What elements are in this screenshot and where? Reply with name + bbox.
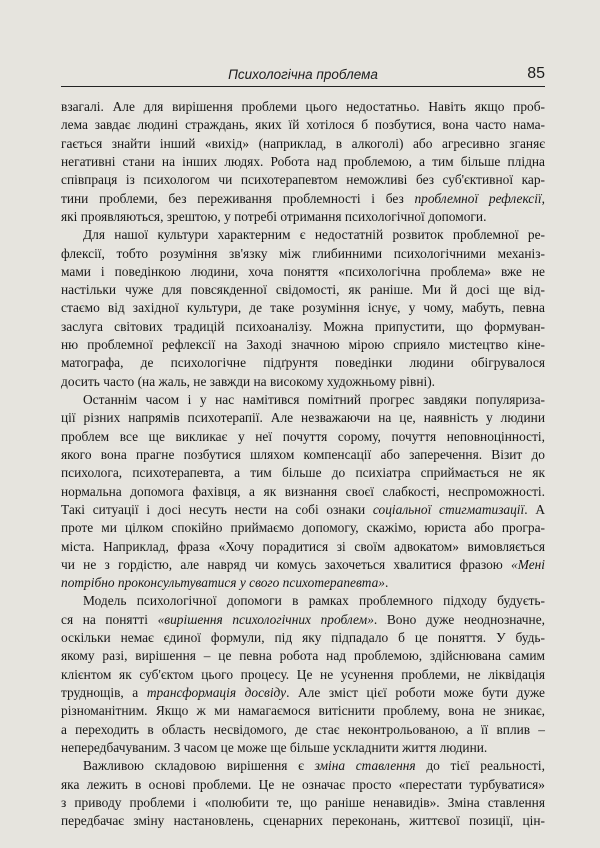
text-line (61, 354, 545, 372)
text-segment: лема завдає людині страждань, яких їй хотілося б позбутися, вона часто нама- (61, 117, 545, 133)
text-line (61, 611, 545, 629)
text-line (61, 299, 545, 317)
text-line (61, 519, 545, 537)
text-line (61, 226, 545, 244)
text-segment: оскільки немає єдиної формули, під яку підпадало б це поняття. У будь- (61, 630, 545, 646)
text-line (61, 171, 545, 189)
text-segment: стаємо від західної культури, де таке розуміння існує, у чому, мабуть, певна (61, 300, 545, 316)
text-segment: якого вона прагне позбутися шляхом компенсації або заперечення. Візит до (61, 446, 545, 462)
text-line (61, 373, 545, 391)
text-line (61, 501, 545, 519)
text-segment: психолога, психотерапевта, а тим більше до психіатра сприймається не як (61, 465, 545, 481)
text-line (61, 336, 545, 354)
text-segment: Важливою складовою вирішення є (83, 758, 315, 774)
text-segment: нормальна допомога фахівця, а як визнання своєї слабкості, неспроможності. (61, 483, 545, 499)
text-line (61, 263, 545, 281)
text-segment: ції різних напрямів психотерапії. Але незважаючи на це, наявність у людини (61, 410, 545, 426)
text-line (61, 318, 545, 336)
text-line (61, 666, 545, 684)
text-segment: якому разі, вирішення – це певна робота над проблемою, здійснювана самим (61, 648, 545, 664)
text-segment: ся на понятті (61, 611, 158, 627)
italic-term: трансформація досвіду (146, 685, 287, 700)
text-segment: Такі ситуації і досі несуть нести на собі ознаки (61, 501, 373, 517)
text-segment: . А (524, 501, 545, 517)
text-line (61, 135, 545, 153)
text-line (61, 281, 545, 299)
text-segment: флексії, тобто розуміння зв'язку між глибинними психологічними механіз- (61, 245, 545, 261)
text-line (61, 116, 545, 134)
text-segment: проте ми цілком спокійно приймаємо допомогу, скажімо, юриста або програ- (61, 520, 545, 536)
text-segment: гається знайти інший «вихід» (наприклад, в алкоголі) або агресивно зганяє (61, 135, 545, 151)
text-segment: досить часто (на жаль, не завжди на високому художньому рівні). (61, 373, 436, 389)
text-segment: чи не з гордістю, але навряд чи комусь захочеться хвалитися фразою (61, 556, 512, 572)
italic-term: «вирішення психологічних проблем» (157, 611, 374, 627)
text-line (61, 739, 545, 757)
text-segment: передбачає зміну настановлень, сценарних переконань, життєвої позиції, цін- (61, 813, 545, 829)
text-line (61, 245, 545, 263)
text-line (61, 574, 545, 592)
text-segment: . (385, 575, 389, 591)
text-segment: взагалі. Але для вирішення проблеми цього недостатньо. Навіть якщо проб- (61, 99, 545, 114)
text-segment: до тієї реальності, (415, 758, 545, 774)
italic-term: «Мені (511, 556, 545, 572)
text-line (61, 757, 545, 775)
text-line (61, 483, 545, 501)
text-line (61, 409, 545, 427)
text-line (61, 592, 545, 610)
text-line (61, 190, 545, 208)
text-line (61, 98, 545, 116)
text-line (61, 464, 545, 482)
chapter-title: Психологічна проблема (228, 67, 378, 82)
text-segment: Останнім часом і у нас намітився помітний прогрес завдяки популяриза- (83, 392, 545, 407)
text-line (61, 538, 545, 556)
italic-term: зміна ставлення (314, 758, 416, 774)
body-text (61, 98, 545, 831)
italic-term: потрібно проконсультуватися у свого психотерапевта» (61, 575, 385, 591)
page-number: 85 (527, 65, 545, 82)
text-segment: Для нашої культури характерним є недостатній розвиток проблемної ре- (83, 227, 545, 243)
text-segment: з приводу проблеми і «полюбити те, що раніше ненавидів». Зміна ставлення (61, 794, 545, 810)
text-segment: труднощів, а (61, 685, 147, 700)
text-segment: яка лежить в основі проблеми. Це не означає просто «перестати турбуватися» (61, 776, 545, 792)
text-segment: . Воно дуже неоднозначне, (373, 611, 545, 627)
text-line (61, 684, 545, 702)
text-line (61, 391, 545, 409)
text-line (61, 629, 545, 647)
text-segment: матографа, де психологічне підґрунтя поведінки людини обігрувалося (61, 355, 545, 371)
text-segment: Модель психологічної допомоги в рамках проблемного підходу будуєть- (83, 593, 545, 609)
text-segment: ню проблемної рефлексії на Заході значною мірою сприяло мистецтво кіне- (61, 337, 545, 353)
text-segment: різноманітним. Якщо ж ми намагаємося витіснити проблему, вона не зникає, (61, 703, 545, 719)
text-segment: клієнтом як суб'єктом цього процесу. Це не усунення проблеми, не ліквідація (61, 666, 545, 682)
text-segment: міста. Наприклад, фраза «Хочу порадитися зі своїм адвокатом» вимовляється (61, 538, 545, 554)
text-segment: тини проблеми, без переживання проблемності і без (61, 190, 415, 206)
text-segment: заслуга світових традицій психоаналізу. Можна припустити, що формуван- (61, 318, 545, 334)
text-line (61, 556, 545, 574)
text-segment: , (541, 190, 546, 206)
text-segment: негативні стани на інших людях. Робота над проблемою, а тим більше плідна (61, 153, 545, 169)
text-line (61, 794, 545, 812)
italic-term: соціальної стигматизації (372, 501, 525, 517)
text-segment: . Але зміст цієї роботи може бути дуже (286, 685, 546, 700)
text-segment: проблем все ще викликає у неї почуття сорому, почуття неповноцінності, (61, 428, 545, 444)
text-segment: мами і поведінкою людини, хоча поняття «психологічна проблема» вже не (61, 263, 545, 279)
text-line (61, 702, 545, 720)
italic-term: проблемної рефлексії (414, 190, 542, 206)
text-segment: а переходить в область несвідомого, де стає неконтрольованою, а її вплив – (61, 721, 545, 737)
text-segment: непередбачуваним. З часом це може ще більше ускладнити життя людини. (61, 739, 488, 755)
text-line (61, 153, 545, 171)
text-segment: співпраця із психологом чи психотерапевтом неможливі без суб'єктивної кар- (61, 172, 545, 188)
text-line (61, 446, 545, 464)
text-line (61, 647, 545, 665)
header-rule (61, 86, 545, 87)
text-line (61, 721, 545, 739)
text-segment: які проявляються, зрештою, у потребі отримання психологічної допомоги. (61, 208, 487, 224)
text-segment: настільки чуже для повсякденної свідомості, як раніше. Ми й досі ще від- (61, 282, 545, 298)
running-header (61, 66, 545, 88)
text-line (61, 208, 545, 226)
text-line (61, 812, 545, 830)
text-line (61, 776, 545, 794)
text-line (61, 428, 545, 446)
